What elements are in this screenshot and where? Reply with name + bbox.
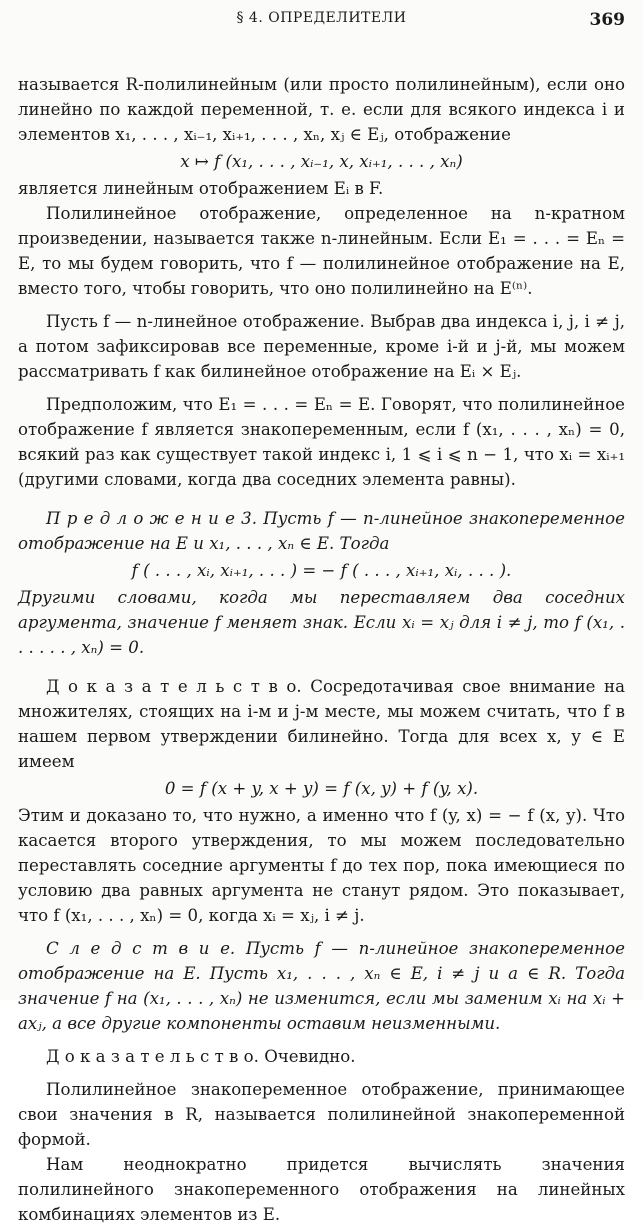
paragraph-bilinear: Пусть f — n-линейное отображение. Выбрав два индекса i, j, i ≠ j, а потом зафиксировав все переменные, кроме i-й и j-й, мы можем рассматривать f как билинейное отображение на Eᵢ × Eⱼ. (18, 312, 625, 381)
paragraph-alternating-definition: Предположим, что E₁ = . . . = Eₙ = E. Говорят, что полилинейное отображение f является знакопеременным, если f (x₁, . . . , xₙ) = 0, всякий раз как существует такой индекс i, 1 ⩽ i ⩽ n − 1, что xᵢ = xᵢ₊₁ (другими словами, когда два соседних элемента равны). (18, 395, 625, 489)
formula-mapping: x ↦ f (x₁, . . . , xᵢ₋₁, x, xᵢ₊₁, . . . , xₙ) (180, 152, 463, 171)
formula-proof: 0 = f (x + y, x + y) = f (x, y) + f (y, x). (164, 779, 479, 798)
page-body (18, 72, 625, 1227)
paragraph-linear-combinations: Нам неоднократно придется вычислять значения полилинейного знакопеременного отображения на линейных комбинациях элементов из E. (18, 1155, 625, 1224)
paragraph-polylinear-definition: называется R-полилинейным (или просто полилинейным), если оно линейно по каждой переменной, т. е. если для всякого индекса i и элементов x₁, . . . , xᵢ₋₁, xᵢ₊₁, . . . , xₙ, xⱼ ∈ Eⱼ, отображение (18, 75, 625, 144)
corollary: С л е д с т в и е. Пусть f — n-линейное знакопеременное отображение на E. Пусть x₁, . . . , xₙ ∈ E, i ≠ j и a ∈ R. Тогда значение f на (x₁, . . . , xₙ) не изменится, если мы заменим xᵢ на xᵢ + axⱼ, а все другие компоненты оставим неизменными. (18, 939, 625, 1033)
running-header (18, 10, 625, 34)
corollary-proof: Д о к а з а т е л ь с т в о. Очевидно. (46, 1047, 356, 1066)
proposition-3: П р е д л о ж е н и е 3. Пусть f — n-линейное знакопеременное отображение на E и x₁, . . . , xₙ ∈ E. Тогда (18, 509, 625, 553)
paragraph-linear-mapping: является линейным отображением Eᵢ в F. (18, 179, 384, 198)
section-title: § 4. ОПРЕДЕЛИТЕЛИ (236, 10, 407, 26)
proof-paragraph: Д о к а з а т е л ь с т в о. Сосредотачивая свое внимание на множителях, стоящих на i-м и j-м месте, мы можем считать, что f в нашем первом утверждении билинейно. Тогда для всех x, y ∈ E имеем (18, 677, 625, 771)
paragraph-proof-conclusion: Этим и доказано то, что нужно, а именно что f (y, x) = − f (x, y). Что касается второго утверждения, то мы можем последовательно переставлять соседние аргументы f до тех пор, пока имеющиеся по условию два равных аргумента не станут рядом. Это показывает, что f (x₁, . . . , xₙ) = 0, когда xᵢ = xⱼ, i ≠ j. (18, 806, 625, 925)
paragraph-n-linear: Полилинейное отображение, определенное на n-кратном произведении, называется также n-линейным. Если E₁ = . . . = Eₙ = E, то мы будем говорить, что f — полилинейное отображение на E, вместо того, чтобы говорить, что оно полилинейно на E⁽ⁿ⁾. (18, 204, 625, 298)
page-number: 369 (589, 10, 625, 30)
paragraph-alternating-form: Полилинейное знакопеременное отображение, принимающее свои значения в R, называется полилинейной знакопеременной формой. (18, 1080, 625, 1149)
paragraph-other-words: Другими словами, когда мы переставляем два соседних аргумента, значение f меняет знак. Если xᵢ = xⱼ для i ≠ j, то f (x₁, . . . . . . , xₙ) = 0. (18, 588, 625, 657)
formula-sign-change: f ( . . . , xᵢ, xᵢ₊₁, . . . ) = − f ( . . . , xᵢ₊₁, xᵢ, . . . ). (131, 561, 512, 580)
